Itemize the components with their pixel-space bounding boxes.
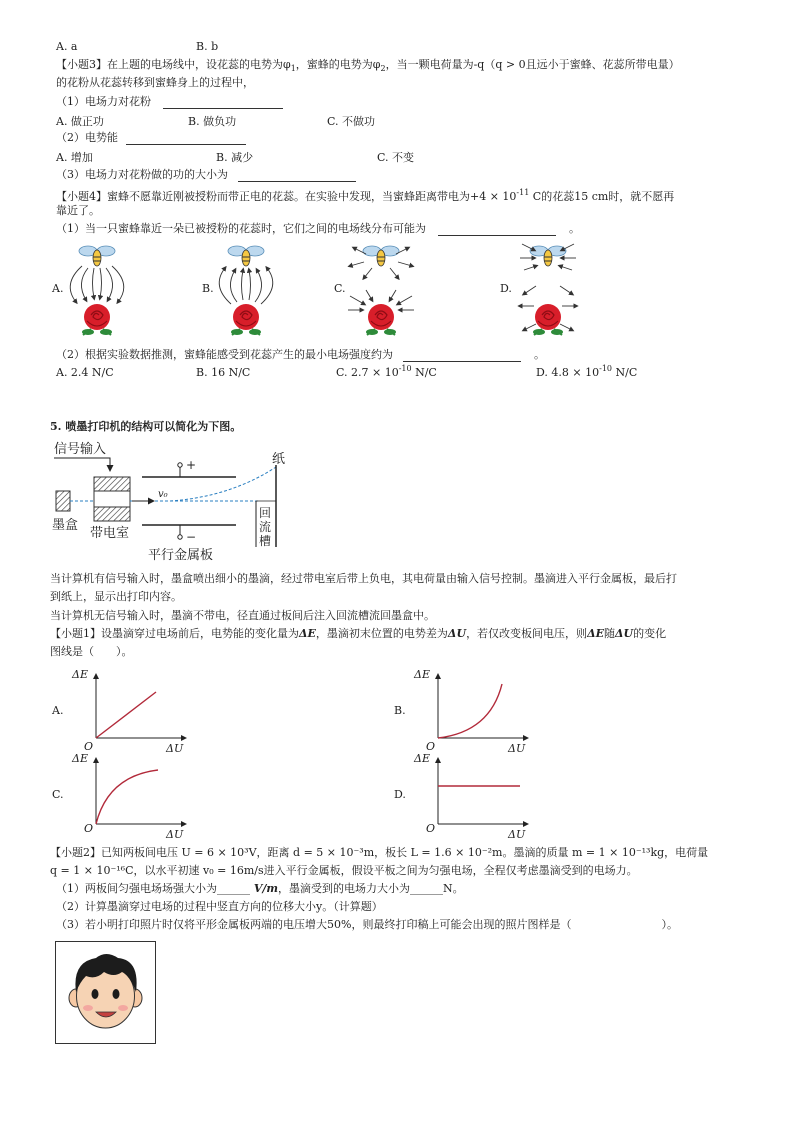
q3-s2-opt-a: A. 增加 bbox=[56, 151, 93, 164]
q3-s2-opt-b: B. 减少 bbox=[216, 151, 254, 164]
axis-x-label: ΔU bbox=[508, 828, 526, 841]
q3-s1-opt-b: B. 做负功 bbox=[188, 115, 237, 128]
photo-frame bbox=[55, 941, 156, 1044]
graph-label-d: D. bbox=[394, 788, 406, 801]
p5-q1-line2: 图线是（ ）。 bbox=[50, 645, 133, 658]
q3-sub2: （2）电势能 bbox=[56, 131, 246, 145]
figure-b[interactable] bbox=[202, 246, 273, 335]
q3-line1: 【小题3】在上题的电场线中，设花蕊的电势为$\varphi_1$，蜜蜂的电势为$\varphi_2$，当一颗电荷量为-q（q > 0且远小于蜜蜂、花蕊所带电量） bbox=[56, 58, 680, 74]
p5-q2-sub2: （2）计算墨滴穿过电场的过程中竖直方向的位移大小y。（计算题） bbox=[56, 900, 383, 913]
q4-line2: 靠近了。 bbox=[56, 204, 100, 217]
label-plates: 平行金属板 bbox=[148, 548, 214, 563]
option-a: A. a bbox=[56, 40, 78, 53]
figure-label-a: A. bbox=[52, 282, 64, 295]
p5-para1: 当计算机有信号输入时，墨盒喷出细小的墨滴，经过带电室后带上负电，其电荷量由输入信号控制。墨滴进入平行金属板，最后打 bbox=[50, 572, 677, 585]
label-return-3: 槽 bbox=[259, 534, 272, 548]
q3-line2: 的花粉从花蕊转移到蜜蜂身上的过程中， bbox=[56, 76, 254, 89]
p5-q2-sub3: （3）若小明打印照片时仅将平形金属板两端的电压增大50%，则最终打印稿上可能会出现的照片图样是（ ）。 bbox=[56, 918, 678, 931]
label-minus: − bbox=[186, 530, 197, 544]
axis-x-label: ΔU bbox=[166, 742, 184, 755]
p5-para2: 到纸上，显示出打印内容。 bbox=[50, 590, 182, 603]
answer-blank[interactable] bbox=[163, 98, 283, 109]
q3-s1-opt-a: A. 做正功 bbox=[56, 115, 104, 128]
p5-q1-line1: 【小题1】设墨滴穿过电场前后，电势能的变化量为ΔE，墨滴初末位置的电势差为ΔU，若仅改变板间电压，则ΔE随ΔU的变化 bbox=[50, 627, 667, 640]
q3-sub3: （3）电场力对花粉做的功的大小为 bbox=[56, 168, 356, 182]
figure-d[interactable] bbox=[500, 244, 576, 335]
q3-s2-opt-c: C. 不变 bbox=[377, 151, 415, 164]
graph-b[interactable] bbox=[394, 668, 528, 755]
chamber-bottom bbox=[94, 507, 130, 521]
graph-label-a: A. bbox=[52, 704, 64, 717]
label-ink-box: 墨盒 bbox=[52, 518, 79, 533]
graph-a[interactable] bbox=[51, 668, 186, 755]
graph-d[interactable] bbox=[394, 752, 528, 841]
figure-a[interactable] bbox=[51, 246, 124, 335]
axis-y-label: ΔE bbox=[72, 752, 88, 765]
curve-linear bbox=[96, 692, 156, 738]
label-v0: v₀ bbox=[158, 489, 168, 500]
q4-s2-opt-c: C. $2.7 \times 10^{-10}$ N/C bbox=[336, 364, 437, 379]
origin-label: O bbox=[84, 822, 94, 835]
origin-label: O bbox=[426, 822, 436, 835]
graph-options bbox=[50, 662, 570, 842]
answer-blank[interactable] bbox=[403, 351, 521, 362]
origin-label: O bbox=[84, 740, 94, 753]
problem5-title: 5. 喷墨打印机的结构可以简化为下图。 bbox=[50, 420, 242, 433]
answer-blank[interactable] bbox=[238, 171, 356, 182]
chamber-top bbox=[94, 477, 130, 491]
figure-label-d: D. bbox=[500, 282, 512, 295]
graph-label-b: B. bbox=[394, 704, 406, 717]
axis-y-label: ΔE bbox=[414, 668, 430, 681]
signal-arrow bbox=[54, 458, 110, 471]
field-line-figures bbox=[50, 240, 700, 340]
q4-s2-opt-d: D. $4.8 \times 10^{-10}$ N/C bbox=[536, 364, 638, 379]
curve-concave bbox=[96, 770, 158, 824]
curve-convex bbox=[438, 684, 502, 738]
axis-x-label: ΔU bbox=[166, 828, 184, 841]
answer-blank[interactable] bbox=[438, 225, 556, 236]
p5-para3: 当计算机无信号输入时，墨滴不带电，径直通过板间后注入回流槽流回墨盒中。 bbox=[50, 609, 435, 622]
option-b: B. b bbox=[196, 40, 219, 53]
q4-s2-opt-b: B. 16 N/C bbox=[196, 366, 251, 379]
q4-s2-opt-a: A. 2.4 N/C bbox=[56, 366, 114, 379]
axis-x-label: ΔU bbox=[508, 742, 526, 755]
p5-q2-sub1: （1）两板间匀强电场场强大小为______ V/m，墨滴受到的电场力大小为______N。 bbox=[56, 882, 464, 895]
q4-sub1: （1）当一只蜜蜂靠近一朵已被授粉的花蕊时，它们之间的电场线分布可能为 。 bbox=[56, 222, 580, 235]
axis-y-label: ΔE bbox=[414, 752, 430, 765]
axis-y-label: ΔE bbox=[72, 668, 88, 681]
label-signal-input: 信号输入 bbox=[54, 442, 107, 457]
graph-c[interactable] bbox=[52, 752, 186, 841]
label-chamber: 带电室 bbox=[90, 526, 130, 541]
deflected-path bbox=[170, 467, 276, 501]
label-return-1: 回 bbox=[259, 506, 272, 520]
ink-box bbox=[56, 491, 70, 511]
p5-q2-line1: 【小题2】已知两板间电压 U = 6 × 10³V，距离 d = 5 × 10⁻³m，板长 L = 1.6 × 10⁻²m。墨滴的质量 m = 1 × 10⁻¹³kg，电荷量 bbox=[50, 846, 709, 859]
p5-q2-line2: q = 1 × 10⁻¹⁶C，以水平初速 v₀ = 16m/s进入平行金属板，假设平板之间为匀强电场，全程仅考虑墨滴受到的电场力。 bbox=[50, 864, 638, 877]
figure-label-b: B. bbox=[202, 282, 214, 295]
figure-c[interactable] bbox=[334, 246, 414, 335]
graph-label-c: C. bbox=[52, 788, 64, 801]
origin-label: O bbox=[426, 740, 436, 753]
q4-sub2: （2）根据实验数据推测，蜜蜂能感受到花蕊产生的最小电场强度约为 。 bbox=[56, 348, 545, 361]
q4-line1: 【小题4】蜜蜂不愿靠近刚被授粉而带正电的花蕊。在实验中发现，当蜜蜂距离带电为$+4 \times 10^{-11}$ C的花蕊15 cm时，就不愿再 bbox=[56, 188, 675, 203]
q3-s1-opt-c: C. 不做功 bbox=[327, 115, 376, 128]
answer-blank[interactable] bbox=[126, 134, 246, 145]
inkjet-diagram bbox=[50, 437, 300, 567]
figure-label-c: C. bbox=[334, 282, 346, 295]
label-return-2: 流 bbox=[259, 520, 272, 534]
label-paper: 纸 bbox=[272, 452, 286, 467]
q3-sub1: （1）电场力对花粉 bbox=[56, 95, 283, 109]
boy-face-image bbox=[56, 942, 155, 1043]
label-plus: + bbox=[186, 458, 197, 472]
